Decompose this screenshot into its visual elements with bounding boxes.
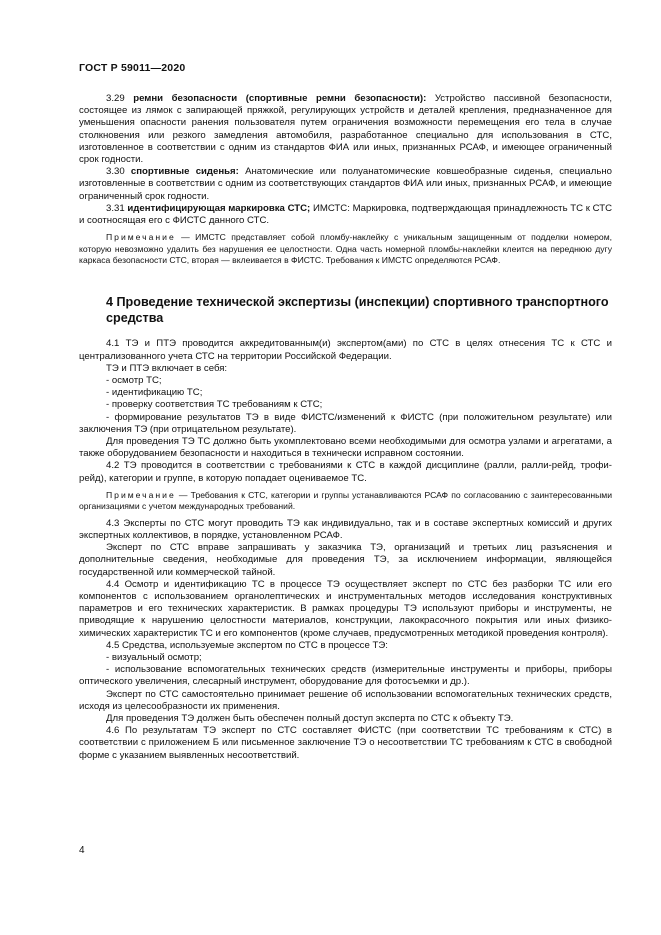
page-number: 4	[79, 845, 85, 856]
paragraph-4-5: 4.5 Средства, используемые экспертом по СТС в процессе ТЭ:	[106, 639, 388, 651]
term: идентифицирующая маркировка СТС;	[127, 202, 311, 214]
paragraph-includes: ТЭ и ПТЭ включает в себя:	[106, 362, 228, 374]
definition-3-31: 3.31 идентифицирующая маркировка СТС; ИМСТС: Маркировка, подтверждающая принадлежность ТС к СТС и соотносящая его с ФИСТС данного СТС.	[79, 202, 612, 227]
paragraph-4-5-c: Для проведения ТЭ должен быть обеспечен полный доступ эксперта по СТС к объекту ТЭ.	[106, 712, 514, 724]
paragraph-4-6: 4.6 По результатам ТЭ эксперт по СТС составляет ФИСТС (при соответствии ТС требованиям к СТС) в соответствии с приложением Б или письменное заключение ТЭ о несоответствии ТС требованиям к СТС в свободной форме с указанием выявленных несоответствий.	[79, 725, 612, 761]
paragraph-4-2: 4.2 ТЭ проводится в соответствии с требованиями к СТС в каждой дисциплине (ралли, ралли-рейд, трофи-рейд), категории и группе, в которую попадает оцениваемое ТС.	[79, 460, 612, 484]
page-content	[79, 93, 612, 762]
term: ремни безопасности (спортивные ремни безопасности):	[133, 93, 427, 104]
list-item: - формирование результатов ТЭ в виде ФИСТС/изменений к ФИСТС (при положительном результате) или заключения ТЭ (при отрицательном результате).	[79, 411, 612, 435]
note-requirements: Примечание — Требования к СТС, категории и группы устанавливаются РСАФ по согласованию с заинтересованными организациями с учетом международных требований.	[79, 489, 613, 512]
note-imsts: Примечание — ИМСТС представляет собой пломбу-наклейку с уникальным защищенным от подделки номером, которую невозможно удалить без нарушения ее целостности. Одна часть номерной пломбы-наклейки клеится на переднюю дугу каркаса безопасности СТС, вторая — вклеивается в ФИСТС. Требования к ИМСТС определяются РСАФ.	[79, 232, 612, 266]
paragraph-equipment: Для проведения ТЭ ТС должно быть укомплектовано всеми необходимыми для осмотра узлами и агрегатами, а также оборудованием безопасности и находиться в технически исправном состоянии.	[79, 436, 612, 460]
paragraph-4-4: 4.4 Осмотр и идентификацию ТС в процессе ТЭ осуществляет эксперт по СТС без разборки ТС или его компонентов с использованием органолептических и инструментальных методов исследования конструктивных параметров и его технических характеристик. В рамках процедуры ТЭ используют приборы и инструменты, не приводящие к нарушению целостности материалов, конструкции, лакокрасочного покрытия или иных физико-химических характеристик ТС и его компонентов (кроме случаев, предусмотренных методикой проведения контроля).	[79, 578, 612, 639]
note-label: Примечание	[106, 489, 176, 500]
list-item: - использование вспомогательных технических средств (измерительные инструменты и приборы, приборы оптического увеличения, слесарный инструмент, оборудование для фотосъемки и др.).	[79, 664, 612, 688]
document-header: ГОСТ Р 59011—2020	[79, 62, 186, 74]
paragraph-4-5-b: Эксперт по СТС самостоятельно принимает решение об использовании вспомогательных технических средств, исходя из целесообразности их применения.	[79, 688, 612, 712]
list-item: - идентификацию ТС;	[106, 387, 203, 399]
note-label: Примечание	[106, 232, 176, 243]
paragraph-4-3-b: Эксперт по СТС вправе запрашивать у заказчика ТЭ, организаций и третьих лиц разъяснения и дополнительные сведения, необходимые для проведения ТЭ, за исключением информации, являющейся государственной или коммерческой тайной.	[79, 542, 612, 578]
list-item: - осмотр ТС;	[106, 375, 162, 387]
list-item: - визуальный осмотр;	[106, 651, 202, 663]
list-item: - проверку соответствия ТС требованиям к СТС;	[106, 399, 323, 411]
definition-3-29: 3.29 ремни безопасности (спортивные ремни безопасности): Устройство пассивной безопасности, состоящее из лямок с запирающей пряжкой, регулирующих устройств и деталей крепления, предназначенное для уменьшения опасности ранения пользователя путем ограничения возможности перемещения его тела в случае столкновения или резкого замедления автомобиля, разработанное специально для использования в СТС, изготовленное в соответствии с одним из стандартов ФИА или иных, признанных РСАФ, и имеющее ограниченный срок годности.	[79, 93, 612, 166]
paragraph-4-1: 4.1 ТЭ и ПТЭ проводится аккредитованным(и) экспертом(ами) по СТС в целях отнесения ТС к СТС и централизованного учета СТС на территории Российской Федерации.	[79, 338, 612, 362]
term: спортивные сиденья:	[130, 166, 239, 178]
definition-3-30: 3.30 спортивные сиденья: Анатомические или полуанатомические ковшеобразные сиденья, специально изготовленные в соответствии с одним из соответствующих стандартов ФИА или иных, признанных РСАФ, и имеющие ограниченный срок годности.	[79, 166, 612, 202]
paragraph-4-3: 4.3 Эксперты по СТС могут проводить ТЭ как индивидуально, так и в составе экспертных комиссий и других экспертных коллективов, в порядке, установленном РСАФ.	[79, 517, 612, 541]
section-4-heading: 4 Проведение технической экспертизы (инспекции) спортивного транспортного средства	[106, 295, 609, 326]
